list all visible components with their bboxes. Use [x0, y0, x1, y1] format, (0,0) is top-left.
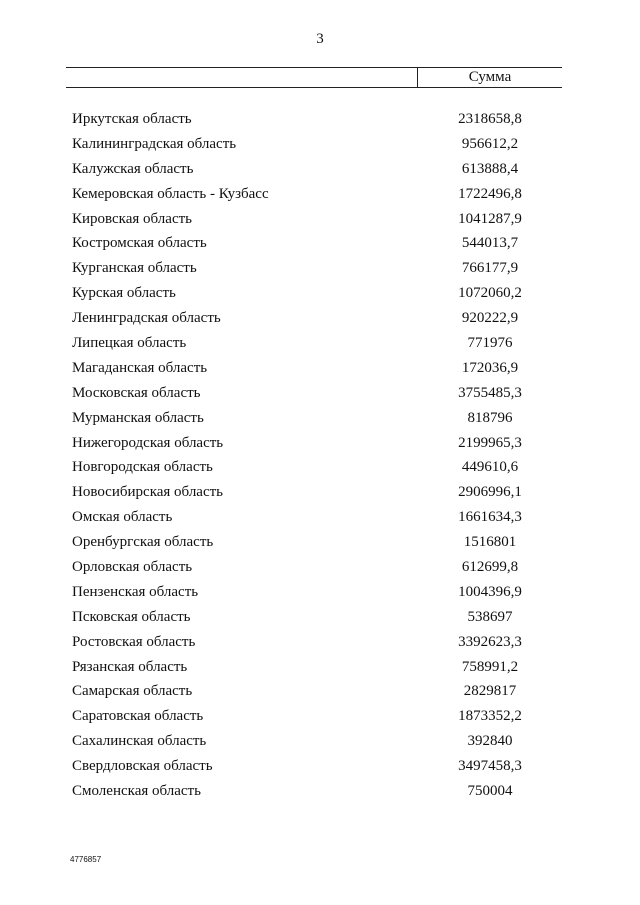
- region-sum: 3755485,3: [458, 384, 522, 401]
- region-name: Омская область: [72, 509, 173, 526]
- table-row: [0, 679, 640, 704]
- region-name: Нижегородская область: [72, 434, 224, 451]
- table-row: [0, 132, 640, 157]
- table-row: [0, 455, 640, 480]
- region-sum: 538697: [467, 608, 513, 625]
- region-sum: 1516801: [463, 534, 517, 551]
- region-sum: 172036,9: [461, 359, 519, 376]
- region-sum: 449610,6: [461, 459, 519, 476]
- region-sum: 2906996,1: [458, 484, 522, 501]
- table-row: [0, 530, 640, 555]
- table-row: [0, 754, 640, 779]
- region-name: Оренбургская область: [72, 534, 214, 551]
- region-name: Рязанская область: [72, 658, 188, 675]
- region-name: Мурманская область: [72, 409, 204, 426]
- table-row: [0, 555, 640, 580]
- region-sum: 771976: [467, 335, 513, 352]
- region-sum: 544013,7: [461, 235, 519, 252]
- region-name: Ленинградская область: [72, 310, 221, 327]
- region-name: Костромская область: [72, 235, 207, 252]
- region-name: Кемеровская область - Кузбасс: [72, 185, 269, 202]
- table-row: [0, 281, 640, 306]
- region-sum: 392840: [467, 733, 513, 750]
- region-name: Орловская область: [72, 559, 193, 576]
- region-name: Липецкая область: [72, 335, 187, 352]
- table-row: [0, 779, 640, 804]
- region-sum: 2829817: [463, 683, 517, 700]
- table-row: [0, 630, 640, 655]
- region-name: Пензенская область: [72, 583, 199, 600]
- table-row: [0, 356, 640, 381]
- table-row: [0, 256, 640, 281]
- region-name: Сахалинская область: [72, 733, 207, 750]
- region-sum: 1072060,2: [458, 285, 522, 302]
- table-row: [0, 704, 640, 729]
- region-sum: 1873352,2: [458, 708, 522, 725]
- region-sum: 2318658,8: [458, 111, 522, 127]
- region-sum: 750004: [467, 783, 513, 800]
- table-body: [0, 107, 640, 804]
- page-number: 3: [316, 31, 324, 47]
- region-sum: 920222,9: [461, 310, 519, 327]
- region-sum: 1041287,9: [458, 210, 522, 227]
- region-sum: 2199965,3: [458, 434, 522, 451]
- table-row: [0, 406, 640, 431]
- region-name: Смоленская область: [72, 783, 201, 800]
- table-row: [0, 729, 640, 754]
- region-sum: 1722496,8: [458, 185, 522, 202]
- region-sum: 766177,9: [461, 260, 519, 277]
- region-sum: 758991,2: [461, 658, 519, 675]
- region-name: Саратовская область: [72, 708, 204, 725]
- region-name: Иркутская область: [72, 111, 192, 127]
- region-name: Курская область: [72, 285, 176, 302]
- table-row: [0, 231, 640, 256]
- table-row: [0, 157, 640, 182]
- table-row: [0, 381, 640, 406]
- region-name: Магаданская область: [72, 359, 208, 376]
- column-header-sum: Сумма: [468, 69, 512, 85]
- document-code: 4776857: [70, 855, 102, 864]
- region-sum: 818796: [467, 409, 513, 426]
- region-name: Самарская область: [72, 683, 193, 700]
- region-name: Новосибирская область: [72, 484, 224, 501]
- table-row: [0, 580, 640, 605]
- table-row: [0, 605, 640, 630]
- region-name: Московская область: [72, 384, 201, 401]
- table-header-top-rule: [66, 67, 562, 68]
- table-row: [0, 107, 640, 132]
- region-name: Свердловская область: [72, 758, 213, 775]
- region-sum: 1004396,9: [458, 583, 522, 600]
- table-row: [0, 431, 640, 456]
- region-name: Калужская область: [72, 160, 194, 177]
- region-sum: 613888,4: [461, 160, 519, 177]
- region-sum: 956612,2: [461, 135, 519, 152]
- table-row: [0, 480, 640, 505]
- region-name: Кировская область: [72, 210, 193, 227]
- region-name: Новгородская область: [72, 459, 213, 476]
- table-row: [0, 331, 640, 356]
- table-row: [0, 207, 640, 232]
- region-sum: 3497458,3: [458, 758, 522, 775]
- region-name: Ростовская область: [72, 633, 196, 650]
- table-row: [0, 655, 640, 680]
- table-header-bottom-rule: [66, 87, 562, 88]
- table-row: [0, 306, 640, 331]
- region-sum: 612699,8: [461, 559, 519, 576]
- table-row: [0, 182, 640, 207]
- region-name: Псковская область: [72, 608, 191, 625]
- region-sum: 3392623,3: [458, 633, 522, 650]
- region-name: Курганская область: [72, 260, 197, 277]
- region-name: Калининградская область: [72, 135, 237, 152]
- table-row: [0, 505, 640, 530]
- region-sum: 1661634,3: [458, 509, 522, 526]
